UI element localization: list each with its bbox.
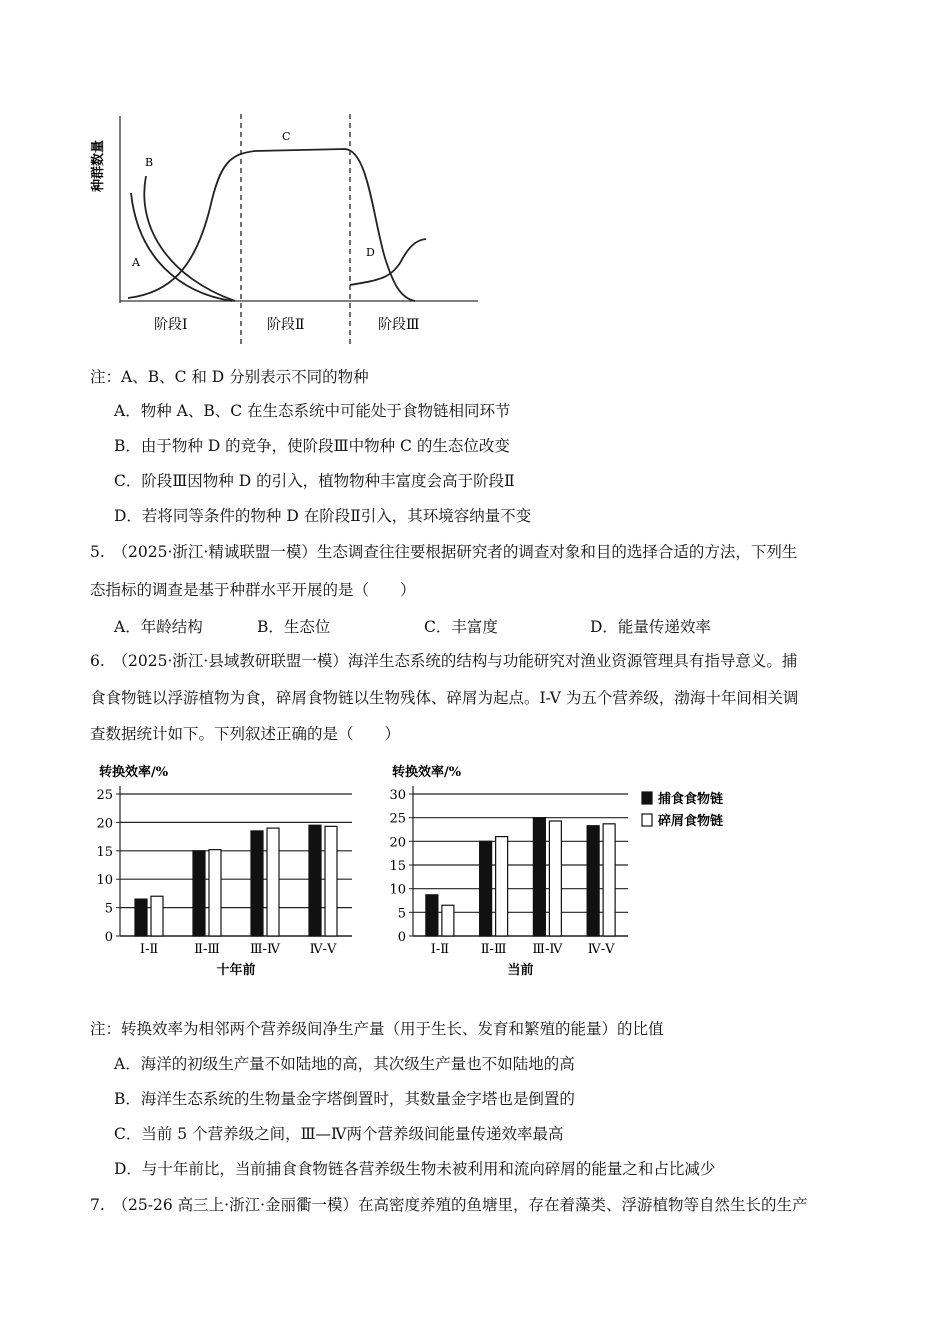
bar-predation — [480, 841, 492, 936]
y-tick-label: 25 — [389, 811, 406, 827]
bar-detritus — [442, 905, 454, 936]
bar-detritus — [209, 850, 221, 936]
q6-option-a: A．海洋的初级生产量不如陆地的高，其次级生产量也不如陆地的高 — [114, 1055, 575, 1073]
chart-title: 十年前 — [216, 963, 256, 978]
label-b: B — [145, 156, 154, 169]
y-tick-label: 10 — [96, 873, 113, 889]
q4-option-d: D．若将同等条件的物种 D 在阶段Ⅱ引入，其环境容纳量不变 — [114, 507, 532, 525]
legend-swatch — [642, 814, 652, 826]
stage-2-label: 阶段Ⅱ — [267, 317, 305, 333]
bar-predation — [309, 825, 321, 936]
y-tick-label: 20 — [96, 816, 113, 832]
fig1-ylabel: 种群数量 — [91, 139, 106, 192]
q4-note: 注：A、B、C 和 D 分别表示不同的物种 — [90, 368, 369, 386]
y-tick-label: 5 — [104, 901, 113, 917]
bar-chart-current — [378, 758, 758, 983]
population-curve-figure — [90, 108, 490, 348]
y-tick-label: 15 — [389, 859, 406, 874]
chart-ylabel: 转换效率/% — [392, 765, 462, 780]
y-tick-label: 20 — [389, 835, 406, 851]
legend-label: 捕食食物链 — [658, 792, 724, 807]
x-tick-label: Ⅲ-Ⅳ — [250, 942, 280, 957]
bar-detritus — [325, 826, 337, 936]
q4-option-b: B．由于物种 D 的竞争，使阶段Ⅲ中物种 C 的生态位改变 — [114, 437, 510, 455]
q5-option-a: A．年龄结构 — [114, 618, 203, 636]
q6-stem-line2: 食食物链以浮游植物为食，碎屑食物链以生物残体、碎屑为起点。I-V 为五个营养级，渤海十年间相关调 — [90, 689, 799, 707]
x-tick-label: Ⅲ-Ⅳ — [532, 942, 563, 957]
bar-chart-ten-years-ago — [85, 758, 375, 983]
label-d: D — [366, 246, 375, 259]
y-tick-label: 5 — [397, 906, 406, 922]
label-c: C — [282, 130, 291, 143]
stage-3-label: 阶段Ⅲ — [378, 317, 420, 333]
stage-1-label: 阶段Ⅰ — [154, 317, 188, 333]
q5-option-b: B．生态位 — [257, 618, 331, 636]
bar-detritus — [549, 821, 561, 936]
x-tick-label: Ⅱ-Ⅲ — [194, 942, 220, 957]
q4-option-a: A．物种 A、B、C 在生态系统中可能处于食物链相同环节 — [114, 402, 511, 420]
x-tick-label: Ⅳ-Ⅴ — [309, 942, 337, 957]
curve-b — [144, 176, 235, 301]
q6-option-c: C．当前 5 个营养级之间，Ⅲ—Ⅳ两个营养级间能量传递效率最高 — [114, 1125, 564, 1143]
q6-option-b: B．海洋生态系统的生物量金字塔倒置时，其数量金字塔也是倒置的 — [114, 1090, 575, 1108]
q6-note: 注：转换效率为相邻两个营养级间净生产量（用于生长、发育和繁殖的能量）的比值 — [90, 1020, 664, 1038]
bar-detritus — [603, 824, 615, 936]
q5-stem-line1: 5. （2025·浙江·精诚联盟一模）生态调查往往要根据研究者的调查对象和目的选择合适的方法，下列生 — [90, 543, 798, 561]
y-tick-label: 10 — [389, 882, 406, 898]
bar-predation — [533, 818, 545, 936]
label-a: A — [132, 256, 140, 269]
q7-stem-line1: 7. （25-26 高三上·浙江·金丽衢一模）在高密度养殖的鱼塘里，存在着藻类、浮游植物等自然生长的生产 — [90, 1196, 808, 1214]
bar-detritus — [151, 896, 163, 936]
curve-c — [128, 149, 415, 301]
bar-predation — [426, 895, 438, 936]
y-tick-label: 0 — [397, 930, 406, 945]
chart-title: 当前 — [507, 963, 534, 978]
bar-predation — [587, 826, 599, 936]
x-tick-label: Ⅳ-Ⅴ — [587, 942, 615, 957]
bar-detritus — [496, 837, 508, 936]
curve-d — [350, 239, 426, 285]
x-tick-label: Ⅱ-Ⅲ — [480, 942, 507, 957]
y-tick-label: 15 — [96, 844, 113, 860]
bar-predation — [251, 831, 263, 936]
x-tick-label: Ⅰ-Ⅱ — [430, 942, 450, 957]
y-tick-label: 0 — [104, 930, 113, 945]
chart-ylabel: 转换效率/% — [99, 765, 169, 780]
bar-detritus — [267, 828, 279, 936]
q6-option-d: D．与十年前比，当前捕食食物链各营养级生物未被利用和流向碎屑的能量之和占比减少 — [114, 1160, 716, 1178]
y-tick-label: 25 — [96, 788, 113, 803]
legend-label: 碎屑食物链 — [658, 814, 724, 829]
q4-option-c: C．阶段Ⅲ因物种 D 的引入，植物物种丰富度会高于阶段Ⅱ — [114, 472, 515, 490]
y-tick-label: 30 — [389, 788, 406, 803]
q5-option-d: D．能量传递效率 — [590, 618, 711, 636]
q5-option-c: C．丰富度 — [424, 618, 498, 636]
x-tick-label: Ⅰ-Ⅱ — [139, 942, 159, 957]
q6-stem-line3: 查数据统计如下。下列叙述正确的是（ ） — [90, 725, 401, 743]
q6-stem-line1: 6. （2025·浙江·县域教研联盟一模）海洋生态系统的结构与功能研究对渔业资源管理具有指导意义。捕 — [90, 652, 798, 670]
legend-swatch — [642, 792, 652, 804]
bar-predation — [135, 899, 147, 936]
q5-stem-line2: 态指标的调查是基于种群水平开展的是（ ） — [90, 581, 416, 599]
bar-predation — [193, 851, 205, 936]
